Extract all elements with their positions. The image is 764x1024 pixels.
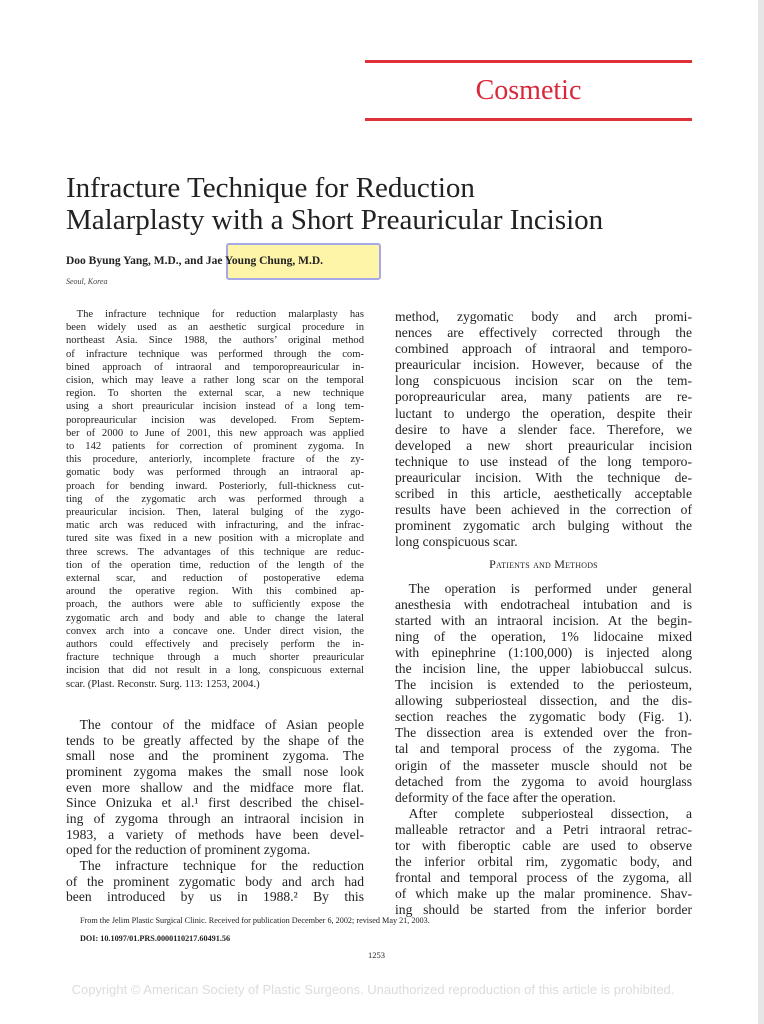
text-line: the incision line, the upper labiobuccal sulcus. [395, 660, 692, 676]
text-line: The operation is performed under general [408, 580, 692, 596]
text-line: The infracture technique for the reduction [79, 857, 364, 873]
text-line: matic arch was reduced with infracturing, and the infrac- [66, 520, 364, 532]
text-line: started with an intraoral incision. At the begin- [395, 612, 692, 628]
body-column-right [395, 309, 692, 918]
page-number: 1253 [368, 950, 385, 960]
text-line: small nose and the prominent zygoma. The [66, 748, 364, 764]
text-line: technique to use instead of the long temporo- [395, 453, 692, 469]
text-line: developed a new short preauricular incision [395, 437, 692, 453]
text-line: with epinephrine (1:100,000) is injected along [395, 644, 692, 660]
text-line: authors could effectively and precisely perform the in- [66, 639, 364, 651]
text-line: of the prominent zygomatic body and arch had [66, 873, 364, 889]
viewer-edge [758, 0, 764, 1024]
section-rule-bottom [365, 118, 692, 121]
text-line: this procedure, anteriorly, incomplete fracture of the zy- [66, 454, 364, 466]
paragraph [66, 858, 364, 905]
text-line: to 142 patients for correction of prominent zygoma. In [66, 441, 364, 453]
text-line: poropreauricular area, many patients are re- [395, 389, 692, 405]
text-line: desire to have a slender face. Therefore, we [395, 421, 692, 437]
paragraph [395, 581, 692, 806]
text-line: long conspicuous incision scar on the tem- [395, 373, 692, 389]
doi: DOI: 10.1097/01.PRS.0000110217.60491.56 [80, 934, 231, 943]
text-line: allowing subperiosteal dissection, and the dis- [395, 693, 692, 709]
text-line: of which make up the malar prominence. Shav- [395, 886, 692, 902]
text-line: combined approach of intraoral and temporo- [395, 341, 692, 357]
author-line [66, 255, 323, 267]
section-heading: Patients and Methods [489, 557, 598, 572]
text-line: deformity of the face after the operation. [395, 789, 616, 805]
text-line: The infracture technique for reduction malarplasty has [76, 309, 364, 320]
article-title [66, 172, 726, 236]
text-line: section reaches the zygomatic body (Fig. 1). [395, 709, 692, 725]
text-line: tal and temporal process of the zygoma. The [395, 741, 692, 757]
text-line: ing of zygoma through an intraoral incision in [66, 810, 364, 826]
text-line: using a short preauricular incision instead of a long tem- [66, 401, 364, 413]
section-label: Cosmetic [475, 75, 582, 106]
title-line: Malarplasty with a Short Preauricular Incision [66, 204, 604, 236]
text-line: proach for bending inward. Posteriorly, full-thickness cut- [66, 480, 364, 492]
text-line: incision that did not result in a long, conspicuous external [66, 665, 364, 677]
footnote: From the Jelim Plastic Surgical Clinic. Received for publication December 6, 2002; revised May 21, 2003. [80, 916, 430, 925]
text-line: scar. (Plast. Reconstr. Surg. 113: 1253, 2004.) [66, 678, 260, 690]
text-line: zygomatic arch and body and able to change the lateral [66, 612, 364, 624]
text-line: tends to be greatly affected by the shape of the [66, 732, 364, 748]
paragraph [395, 806, 692, 919]
text-line: preauricular incision. Then, lateral bulging of the zygo- [66, 507, 364, 519]
text-line: even more shallow and the midface more flat. [66, 779, 364, 795]
text-line: anesthesia with endotracheal intubation and is [395, 596, 692, 612]
affiliation: Seoul, Korea [66, 277, 108, 286]
text-line: Since Onizuka et al.¹ first described the chisel- [66, 795, 364, 811]
text-line: tured site was fixed in a new position with a microplate and [66, 533, 364, 545]
text-line: detached from the zygoma to avoid hourglass [395, 773, 692, 789]
text-line: the inferior orbital rim, zygomatic body, and [395, 854, 692, 870]
text-line: origin of the masseter muscle should not be [395, 757, 692, 773]
text-line: ting of the zygomatic arch was performed through a [66, 493, 364, 505]
text-line: results have been achieved in the correction of [395, 502, 692, 518]
text-line: luctant to undergo the operation, despite their [395, 405, 692, 421]
text-line: been introduced by us in 1988.² By this [66, 889, 364, 905]
text-line: convex arch into a concave one. Under direct vision, the [66, 625, 364, 637]
section-rule-top [365, 60, 692, 63]
text-line: three screws. The advantages of this technique are reduc- [66, 546, 364, 558]
text-line: region. To shorten the external scar, a new technique [66, 388, 364, 400]
title-line: Infracture Technique for Reduction [66, 172, 475, 204]
text-line: scribed in this article, aesthetically acceptable [395, 486, 692, 502]
text-line: oped for the reduction of prominent zygoma. [66, 842, 311, 858]
text-line: gomatic body was performed through an intraoral ap- [66, 467, 364, 479]
text-line: preauricular incision. However, because of the [395, 357, 692, 373]
text-line: prominent zygomatic arch bulging without the [395, 518, 692, 534]
text-line: fracture technique through a much shorter preauricular [66, 652, 364, 664]
text-line: ning of the operation, 1% lidocaine mixed [395, 628, 692, 644]
authors-text: Doo Byung Yang, M.D., an [66, 255, 197, 267]
body-column-left [66, 717, 364, 905]
text-line: external scar, and reduction of postoperative edema [66, 573, 364, 585]
text-line: preauricular incision. With the technique de- [395, 469, 692, 485]
text-line: After complete subperiosteal dissection, a [408, 805, 692, 821]
text-line: long conspicuous scar. [395, 534, 518, 550]
paragraph [66, 308, 364, 691]
text-line: tor with fiberoptic cable are used to observe [395, 838, 692, 853]
abstract [66, 308, 364, 691]
text-line: ber of 2000 to June of 2001, this new approach was applied [66, 427, 364, 439]
text-line: nences are effectively corrected through the [395, 325, 692, 341]
copyright-watermark: Copyright © American Society of Plastic Surgeons. Unauthorized reproduction of this article is prohibited. [71, 982, 675, 997]
text-line: prominent zygoma makes the small nose look [66, 763, 364, 779]
text-line: malleable retractor and a Petri intraoral retrac- [395, 821, 692, 837]
text-line: The contour of the midface of Asian people [79, 717, 364, 732]
text-line: method, zygomatic body and arch promi- [395, 309, 692, 324]
text-line: northeast Asia. Since 1988, the authors’ original method [66, 335, 364, 347]
paragraph [395, 309, 692, 550]
text-line: proach, the authors were able to sufficiently expose the [66, 599, 364, 611]
text-line: The dissection area is extended over the fron- [395, 725, 692, 741]
paragraph [66, 717, 364, 858]
text-line: The incision is extended to the periosteum, [395, 677, 692, 693]
text-line: around the operative region. With this combined ap- [66, 586, 364, 598]
text-line: bined approach of intraoral and temporopreauricular in- [66, 361, 364, 373]
text-line: tion of the operation time, reduction of the length of the [66, 559, 364, 571]
text-line: of infracture technique was performed through the com- [66, 348, 364, 360]
text-line: frontal and temporal process of the zygoma, all [395, 870, 692, 886]
text-line: 1983, a variety of methods have been devel- [66, 826, 364, 842]
text-line: ing should be started from the inferior border [395, 902, 692, 918]
text-line: been widely used as an aesthetic surgical procedure in [66, 322, 364, 334]
text-line: poropreauricular incision was developed. From Septem- [66, 414, 364, 426]
highlighted-author[interactable]: d Jae Young Chung, M.D. [196, 255, 323, 267]
text-line: cision, which may leave a rather long scar on the temporal [66, 375, 364, 387]
